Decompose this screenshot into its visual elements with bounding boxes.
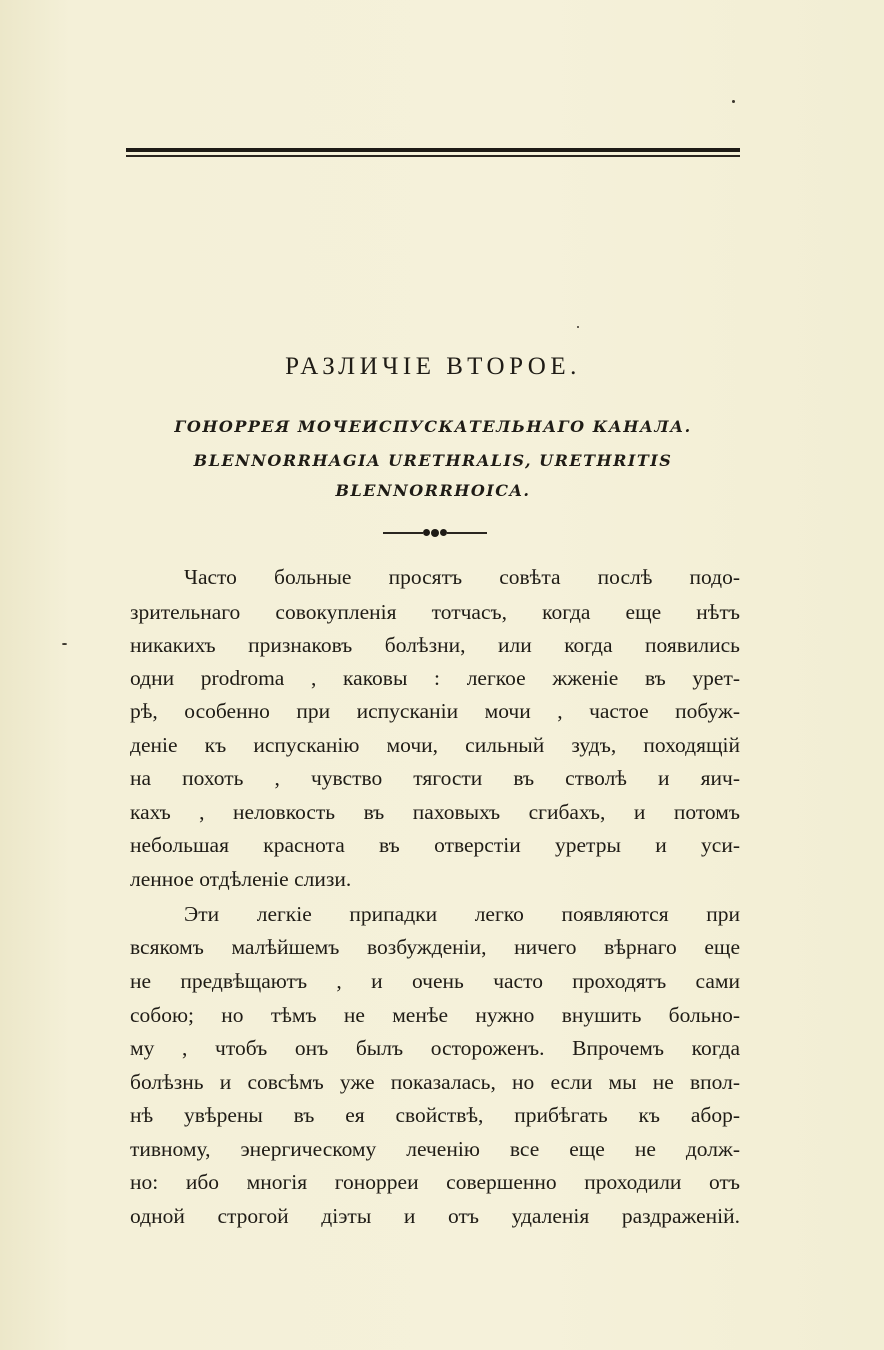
body-line-3: никакихъ признаковъ болѣзни, или когда появились bbox=[130, 633, 740, 657]
top-double-rule bbox=[126, 145, 740, 159]
body-line-1: Часто больные просятъ совѣта послѣ подо- bbox=[184, 565, 740, 589]
body-line-20: одной строгой діэты и отъ удаленія раздраженій. bbox=[130, 1204, 740, 1228]
body-line-12: всякомъ малѣйшемъ возбужденіи, ничего вѣрнаго еще bbox=[130, 935, 740, 959]
body-line-10: ленное отдѣленіе слизи. bbox=[130, 867, 352, 891]
body-line-5: рѣ, особенно при испусканіи мочи , частое побуж- bbox=[130, 699, 740, 723]
body-line-17: нѣ увѣрены въ ея свойствѣ, прибѣгать къ абор- bbox=[130, 1103, 740, 1127]
print-speck bbox=[577, 326, 579, 328]
body-line-18: тивному, энергическому леченію все еще не долж- bbox=[130, 1137, 740, 1161]
body-line-6: деніе къ испусканію мочи, сильный зудъ, походящій bbox=[130, 733, 740, 757]
section-subtitle-line-2: BLENNORRHAGIA URETHRALIS, URETHRITIS bbox=[193, 451, 673, 470]
top-rule-thin bbox=[126, 155, 740, 157]
ornament-line-left bbox=[383, 532, 423, 534]
body-line-13: не предвѣщаютъ , и очень часто проходятъ сами bbox=[130, 969, 740, 993]
section-subtitle-line-3: BLENNORRHOICA. bbox=[335, 481, 531, 500]
ornament-dot bbox=[440, 529, 447, 536]
body-line-11: Эти легкіе припадки легко появляются при bbox=[184, 902, 740, 926]
print-speck bbox=[62, 643, 67, 645]
ornament-line-right bbox=[447, 532, 487, 534]
print-speck bbox=[732, 100, 735, 103]
body-line-16: болѣзнь и совсѣмъ уже показалась, но если мы не впол- bbox=[130, 1070, 740, 1094]
section-subtitle-line-1: ГОНОРРЕЯ МОЧЕИСПУСКАТЕЛЬНАГО КАНАЛА. bbox=[174, 417, 692, 436]
top-rule-thick bbox=[126, 148, 740, 152]
body-line-2: зрительнаго совокупленія тотчасъ, когда еще нѣтъ bbox=[130, 600, 740, 624]
body-line-19: но: ибо многія гонорреи совершенно проходили отъ bbox=[130, 1170, 740, 1194]
body-line-15: му , чтобъ онъ былъ остороженъ. Впрочемъ когда bbox=[130, 1036, 740, 1060]
ornament-divider bbox=[383, 528, 487, 538]
body-line-9: небольшая краснота въ отверстіи уретры и уси- bbox=[130, 833, 740, 857]
ornament-dot bbox=[431, 529, 439, 537]
ornament-dot bbox=[423, 529, 430, 536]
body-line-7: на похоть , чувство тягости въ стволѣ и яич- bbox=[130, 766, 740, 790]
body-line-14: собою; но тѣмъ не менѣе нужно внушить больно- bbox=[130, 1003, 740, 1027]
body-line-8: кахъ , неловкость въ паховыхъ сгибахъ, и потомъ bbox=[130, 800, 740, 824]
section-title: РАЗЛИЧІЕ ВТОРОЕ. bbox=[285, 353, 581, 380]
body-line-4: одни prodroma , каковы : легкое жженіе въ урет- bbox=[130, 666, 740, 690]
